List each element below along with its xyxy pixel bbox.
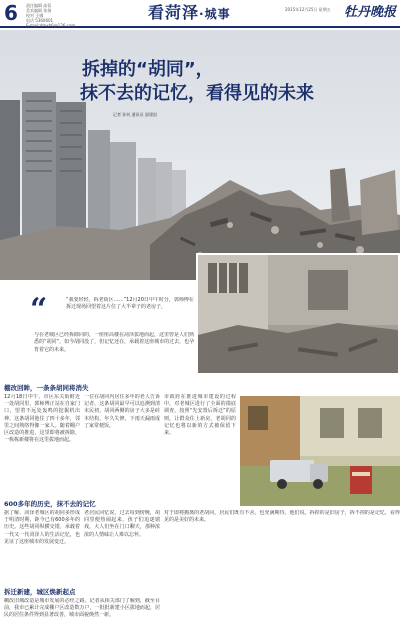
- section-title-sub: ·城事: [199, 7, 231, 21]
- subhead-1: 棚改回眸，一条条胡同将消失: [4, 384, 89, 392]
- body-column-3: 市政府在推进城市建设的过程中，对老城区进行了全面的摸底调查，按照“先安置后拆迁”的原则，让群众住上新房，老胡同的记忆也将以新的方式被保留下来。: [164, 394, 236, 437]
- editor-line: E-mail:dmxb6@126.com: [26, 23, 76, 28]
- byline: 记者 孙钊 通讯员 邵建国: [113, 112, 157, 117]
- body-column-5: 老居民回忆说，过去每到傍晚，胡同里便热闹起来，孩子们追逐嬉戏，大人们坐在门口聊天，那种浓浓的人情味让人难以忘怀。: [84, 510, 160, 538]
- street-photo: [240, 396, 400, 506]
- body-column-6: 棚改旧城改造是城市发展的必经之路。记者从相关部门了解到，截至目前，我市已累计完成棚户区改造数万户，一批批新建小区拔地而起，居民的居住条件得到显著改善，城市面貌焕然一新。: [4, 598, 160, 619]
- editor-line: 校对 王娜: [26, 13, 44, 18]
- quote-mark-icon: “: [30, 292, 48, 327]
- street-photo-art: [240, 396, 400, 506]
- lead-paragraph-2: 与在老城区已经拆除同的，一座座高楼在菏泽拔地而起，这里曾是人们熟悉的“胡同”，如今胡同没了，但记忆还在，承载着这座城市的过去，也孕育着它的未来。: [34, 332, 195, 353]
- headline-line-1: 拆掉的“胡同”，: [82, 59, 214, 80]
- section-title-main: 看菏泽: [148, 3, 200, 22]
- headline-line-2: 抹不去的记忆，看得见的未来: [80, 83, 314, 104]
- inset-photo: [196, 253, 400, 375]
- editor-info: [26, 3, 96, 28]
- masthead: [0, 0, 400, 28]
- lead-paragraph: “我要轻轻，拆老街区……”12月20日中午时分，郭师傅在拆迁现场回望着这片住了大半辈子的老房子，: [66, 297, 194, 311]
- editor-line: 电话 5360601: [26, 18, 54, 23]
- subhead-3: 拆迁新建，城区焕新起点: [4, 588, 76, 596]
- body-column-7: 对于即将搬离的老胡同，居民们既有不舍，也充满期待。他们说，拆掉的是旧房子，拆不掉的是记忆，看得见的是美好的未来。: [164, 510, 400, 524]
- section-title: [148, 4, 231, 23]
- body-column-2: 一位在胡同内居住多年的老人告诉记者，这条胡同最早可以追溯到清末民初，胡同两侧的房子大多是砖木结构，年久失修，下雨天漏雨成了家常便饭。: [84, 394, 160, 429]
- page-number: 6: [4, 1, 18, 25]
- editor-line: 责任编辑 高蓉: [26, 3, 52, 8]
- headline: [48, 58, 398, 106]
- editor-line: 美术编辑 张扬: [26, 8, 52, 13]
- date-line: 2015年12月25日 星期五: [285, 7, 331, 12]
- body-column-4: 据了解，菏泽老城区的胡同多形成于明清时期，距今已有600多年的历史。这些胡同纵横交错，承载着一代又一代菏泽人的生活记忆，也见证了这座城市的发展变迁。: [4, 510, 80, 545]
- inset-photo-art: [198, 255, 398, 373]
- body-column-1: 12月18日中午，市区东关街附近一处胡同里，郭师傅正站在自家门口，望着不远处轰鸣的挖掘机出神。这条胡同他住了四十多年，邻里之间熟络得像一家人。随着棚户区改造的推进，这里即将被拆除，一栋栋新楼将在这里拔地而起。: [4, 394, 80, 444]
- paper-name: 牡丹晚报: [344, 5, 397, 20]
- subhead-2: 600多年的历史，抹不去的记忆: [4, 500, 96, 508]
